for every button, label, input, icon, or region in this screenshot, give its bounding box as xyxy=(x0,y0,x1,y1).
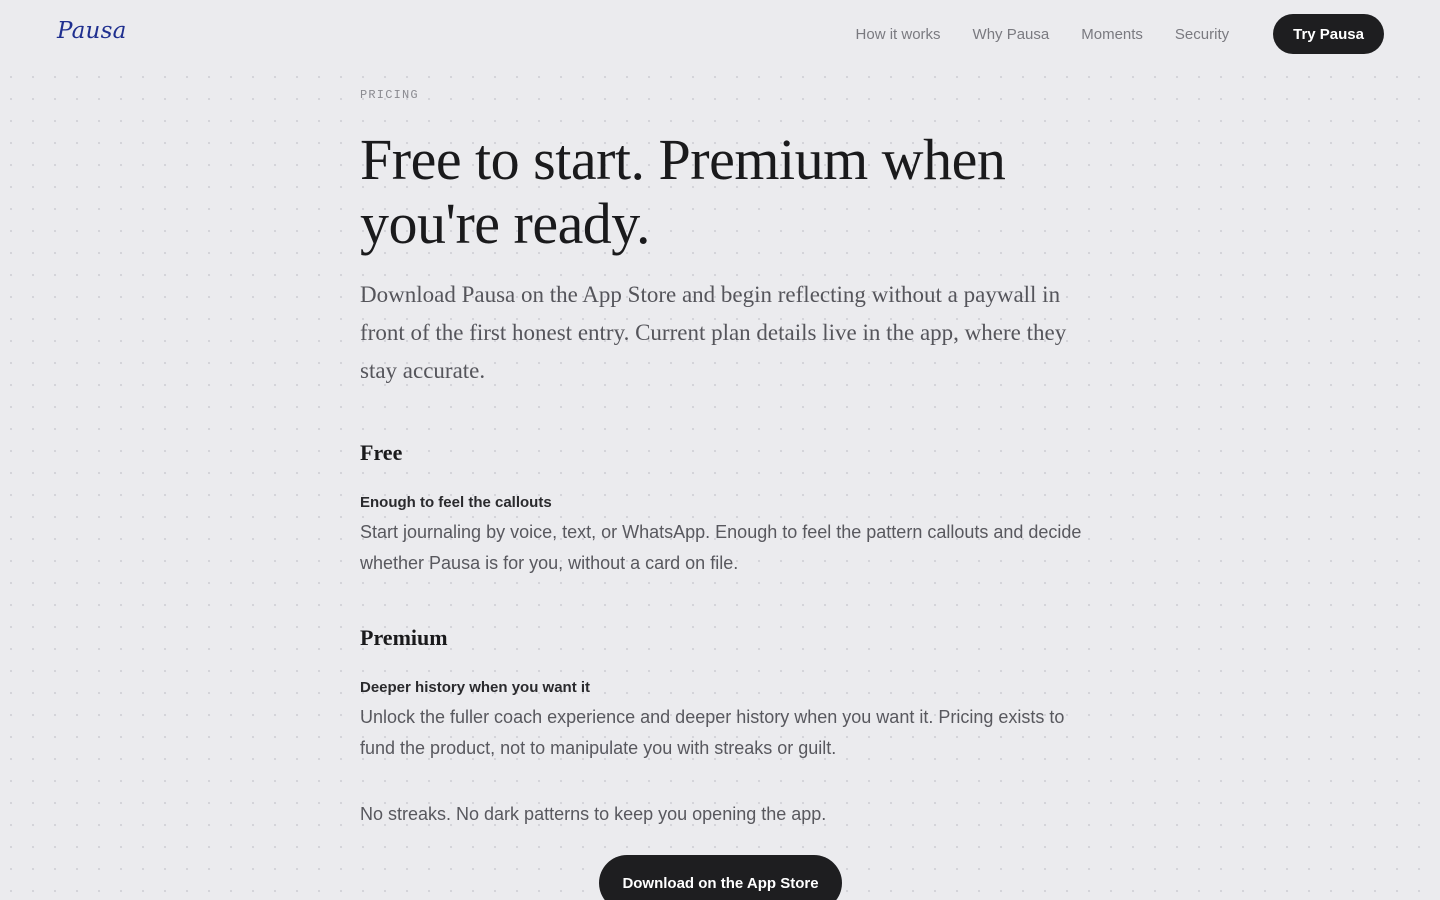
nav-link-why-pausa[interactable]: Why Pausa xyxy=(972,25,1050,43)
plan-title-premium: Premium xyxy=(360,625,448,650)
try-pausa-button[interactable]: Try Pausa xyxy=(1273,14,1384,54)
plan-description-free: Start journaling by voice, text, or WhatsApp. Enough to feel the pattern callouts and decide whether Pausa is for you, without a card on file. xyxy=(360,522,1082,573)
nav-link-how-it-works[interactable]: How it works xyxy=(855,25,941,43)
page-title: Free to start. Premium when you're ready. xyxy=(360,127,1006,256)
top-nav-bar xyxy=(0,0,1440,68)
plan-subtitle-free: Enough to feel the callouts xyxy=(360,494,552,511)
section-eyebrow: PRICING xyxy=(360,88,419,102)
plan-subtitle-premium: Deeper history when you want it xyxy=(360,679,591,696)
pricing-section xyxy=(360,88,1090,825)
nav-link-moments[interactable]: Moments xyxy=(1081,25,1143,43)
download-app-store-button[interactable]: Download on the App Store xyxy=(599,855,842,900)
no-streaks-note: No streaks. No dark patterns to keep you opening the app. xyxy=(360,804,827,824)
main-nav xyxy=(824,0,1440,68)
intro-paragraph: Download Pausa on the App Store and begin reflecting without a paywall in front of the first honest entry. Current plan details live in the app, where they stay accurate. xyxy=(360,282,1067,383)
plan-title-free: Free xyxy=(360,440,403,465)
plan-description-premium: Unlock the fuller coach experience and deeper history when you want it. Pricing exists to fund the product, not to manipulate you with streaks or guilt. xyxy=(360,707,1065,758)
nav-link-security[interactable]: Security xyxy=(1174,25,1230,43)
pausa-logo[interactable]: Pausa xyxy=(57,18,127,44)
